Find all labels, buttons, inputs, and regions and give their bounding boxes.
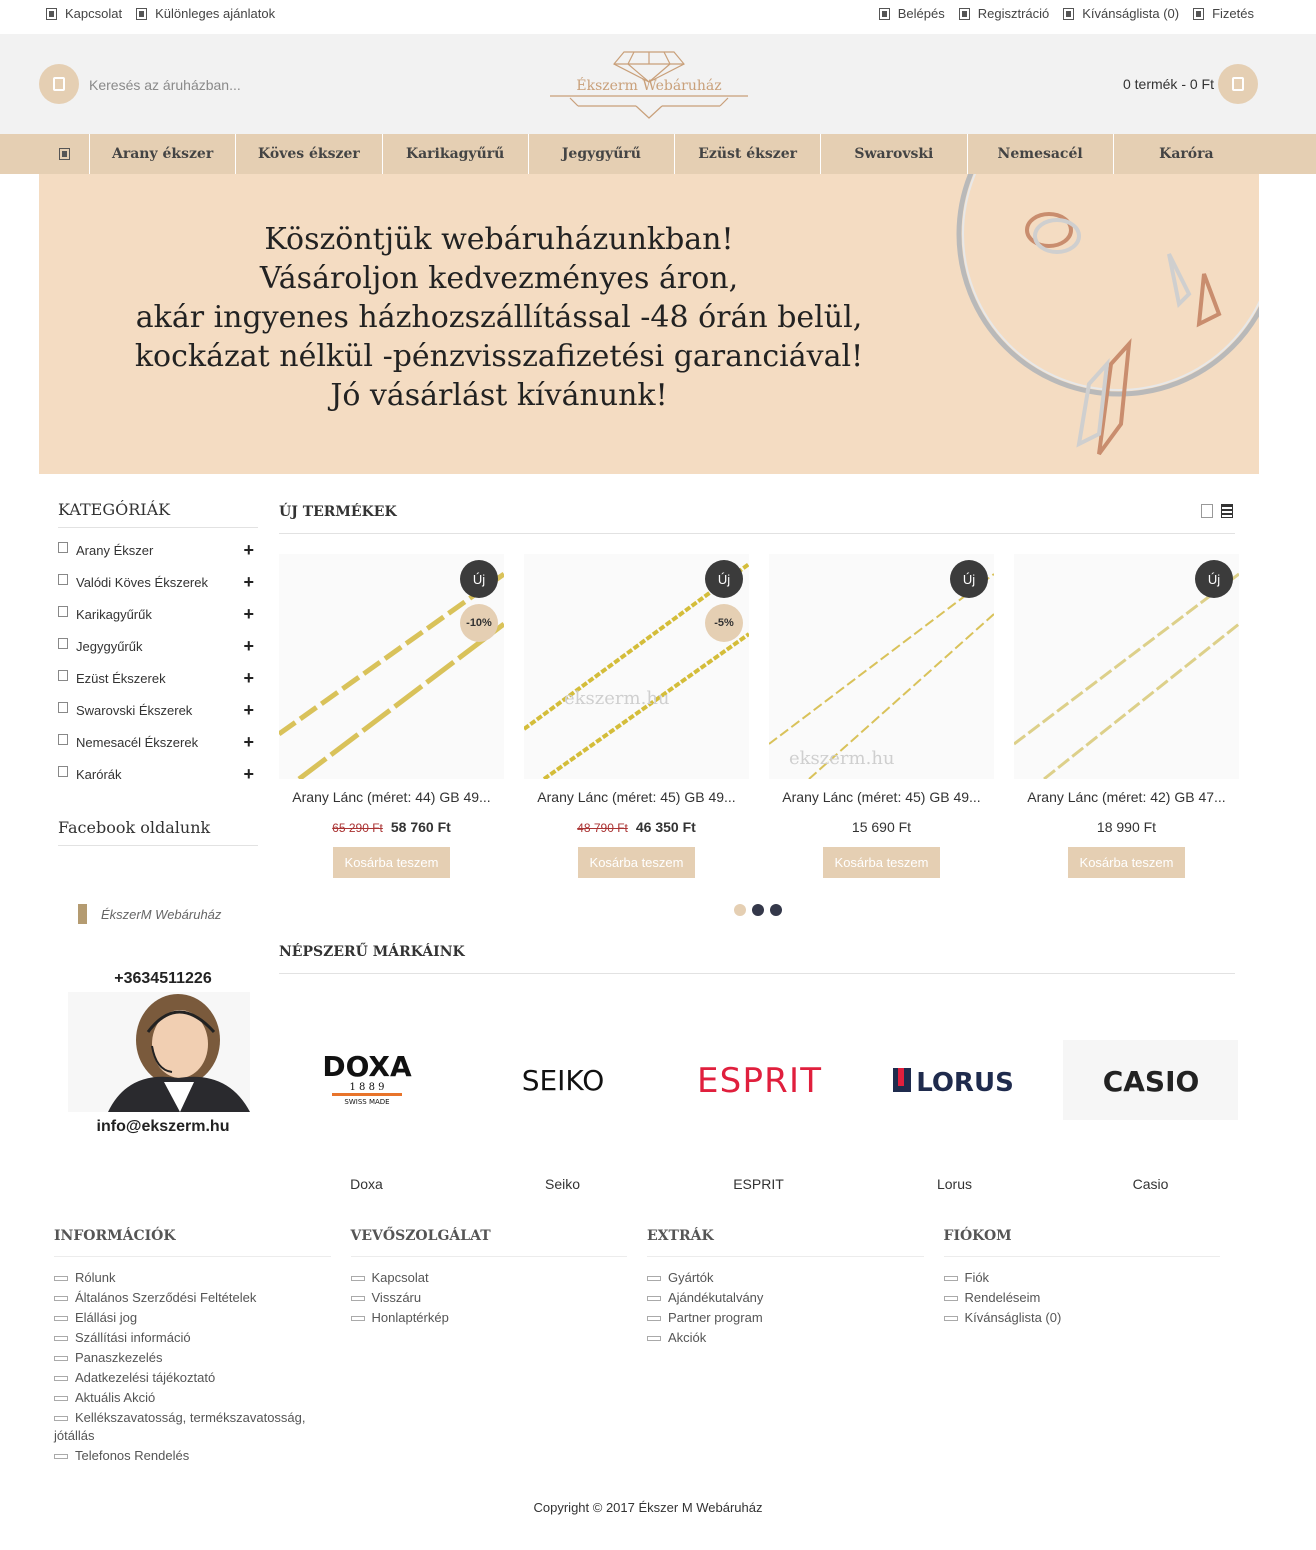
footer-link[interactable]: Ajándékutalvány: [647, 1289, 924, 1307]
brand-logo-seiko[interactable]: [475, 1040, 650, 1120]
footer-link[interactable]: Általános Szerződési Feltételek: [54, 1289, 331, 1307]
esprit-logo: [689, 1060, 829, 1100]
new-badge: Új: [705, 560, 743, 598]
sale-badge: -10%: [460, 604, 498, 642]
top-link-login[interactable]: Belépés: [879, 6, 945, 21]
footer-col-extras: [647, 1228, 944, 1467]
category-item[interactable]: Swarovski Ékszerek +: [58, 694, 258, 726]
product-name[interactable]: Arany Lánc (méret: 42) GB 47...: [1027, 789, 1226, 805]
nav-home[interactable]: [39, 134, 89, 174]
product-image[interactable]: [1014, 554, 1239, 779]
footer-link[interactable]: Partner program: [647, 1309, 924, 1327]
category-icon: [58, 606, 68, 617]
expand-plus-icon[interactable]: +: [243, 540, 254, 560]
product-card[interactable]: [769, 554, 994, 878]
svg-text:LORUS: LORUS: [915, 1068, 1014, 1098]
old-price: 65 290 Ft: [332, 821, 383, 835]
nav-item-swarovski[interactable]: Swarovski: [820, 134, 966, 174]
brand-logo-casio[interactable]: [1063, 1040, 1238, 1120]
carousel-pagination: [734, 904, 782, 916]
category-icon: [58, 542, 68, 553]
nav-item-jegygyuru[interactable]: Jegygyűrű: [528, 134, 674, 174]
new-badge: Új: [1195, 560, 1233, 598]
logo[interactable]: [548, 48, 750, 120]
footer: [54, 1228, 1240, 1467]
register-icon: [959, 8, 970, 20]
search-input[interactable]: [84, 72, 344, 98]
facebook-title: Facebook oldalunk: [58, 818, 258, 846]
product-price: [769, 819, 994, 835]
product-price: [279, 819, 504, 835]
brand-name[interactable]: Seiko: [544, 1176, 581, 1192]
category-item[interactable]: Jegygyűrűk +: [58, 630, 258, 662]
main-content: [279, 500, 1235, 1192]
nav-item-karikagyuru[interactable]: Karikagyűrű: [382, 134, 528, 174]
checkout-icon: [1193, 8, 1204, 20]
casio-logo: [1081, 1060, 1221, 1100]
expand-plus-icon[interactable]: +: [243, 636, 254, 656]
hero-banner[interactable]: [39, 174, 1259, 474]
support-agent-icon: [68, 992, 250, 1112]
logo-text: Ékszerm Webáruház: [576, 78, 722, 94]
facebook-link[interactable]: ÉkszerM Webáruház: [78, 904, 221, 924]
footer-link[interactable]: Kapcsolat: [351, 1269, 628, 1287]
sale-badge: -5%: [705, 604, 743, 642]
expand-plus-icon[interactable]: +: [243, 572, 254, 592]
brands-title: NÉPSZERŰ MÁRKÁINK: [279, 944, 465, 960]
product-card[interactable]: [1014, 554, 1239, 878]
new-products-header: [279, 500, 1235, 534]
product-card[interactable]: [279, 554, 504, 878]
footer-link[interactable]: Fiók: [944, 1269, 1221, 1287]
footer-link[interactable]: Szállítási információ: [54, 1329, 331, 1347]
cart-summary[interactable]: 0 termék - 0 Ft: [1122, 76, 1214, 92]
brand-names: [279, 1176, 1238, 1192]
new-price: 46 350 Ft: [635, 819, 696, 835]
view-toggle: [1201, 504, 1233, 518]
watermark-text: ekszerm.hu: [789, 748, 895, 769]
top-bar: [0, 0, 1316, 34]
jewelry-image: [939, 174, 1259, 474]
category-item[interactable]: Valódi Köves Ékszerek +: [58, 566, 258, 598]
product-image[interactable]: [279, 554, 504, 779]
brand-name[interactable]: Casio: [1132, 1176, 1169, 1192]
svg-text:SEIKO: SEIKO: [521, 1064, 604, 1097]
customer-service-image: [68, 992, 250, 1112]
category-icon: [58, 766, 68, 777]
sidebar: [58, 500, 258, 1135]
product-name[interactable]: Arany Lánc (méret: 45) GB 49...: [537, 789, 736, 805]
new-products-title: ÚJ TERMÉKEK: [279, 504, 397, 520]
list-view-icon[interactable]: [1201, 504, 1213, 518]
footer-link[interactable]: Kellékszavatosság, termékszavatosság, jótállás: [54, 1409, 331, 1445]
product-image[interactable]: [769, 554, 994, 779]
cart-icon: [1232, 77, 1244, 91]
add-to-cart-button[interactable]: Kosárba teszem: [1068, 847, 1186, 878]
categories-title: KATEGÓRIÁK: [58, 500, 258, 528]
contact-email: info@ekszerm.hu: [96, 1118, 230, 1135]
banner-text: Köszöntjük webáruházunkban! Vásároljon kedvezményes áron, akár ingyenes házhozszállítással -48 órán belül, kockázat nélkül -pénzvisszafizetési garanciával! Jó vásárlást kívánunk!: [134, 222, 864, 413]
cart-button[interactable]: [1218, 64, 1258, 104]
category-item[interactable]: Karórák +: [58, 758, 258, 790]
search-icon: [53, 77, 65, 91]
copyright: Copyright © 2017 Ékszer M Webáruház: [533, 1500, 763, 1515]
product-card[interactable]: [524, 554, 749, 878]
product-name[interactable]: Arany Lánc (méret: 44) GB 49...: [292, 789, 491, 805]
product-price: [1014, 819, 1239, 835]
category-icon: [58, 670, 68, 681]
nav-item-nemesacel[interactable]: Nemesacél: [967, 134, 1113, 174]
nav-item-koves[interactable]: Köves ékszer: [235, 134, 381, 174]
carousel-dot[interactable]: [752, 904, 764, 916]
carousel-dot[interactable]: [770, 904, 782, 916]
expand-plus-icon[interactable]: +: [243, 604, 254, 624]
top-link-specials[interactable]: Különleges ajánlatok: [136, 6, 275, 21]
brand-name[interactable]: ESPRIT: [733, 1176, 784, 1192]
svg-text:ESPRIT: ESPRIT: [696, 1061, 821, 1100]
footer-link[interactable]: Gyártók: [647, 1269, 924, 1287]
main-nav: [0, 134, 1316, 174]
search-button[interactable]: [39, 64, 79, 104]
expand-plus-icon[interactable]: +: [243, 764, 254, 784]
footer-col-account: [944, 1228, 1241, 1467]
footer-link[interactable]: Akciók: [647, 1329, 924, 1347]
footer-link[interactable]: Telefonos Rendelés: [54, 1447, 331, 1465]
nav-item-karora[interactable]: Karóra: [1113, 134, 1259, 174]
product-price: [524, 819, 749, 835]
category-list: [58, 534, 258, 790]
footer-link[interactable]: Adatkezelési tájékoztató: [54, 1369, 331, 1387]
product-image[interactable]: [524, 554, 749, 779]
footer-link[interactable]: Panaszkezelés: [54, 1349, 331, 1367]
footer-link[interactable]: Visszáru: [351, 1289, 628, 1307]
svg-text:1 8 8 9: 1 8 8 9: [349, 1082, 384, 1093]
brand-logo-lorus[interactable]: [867, 1040, 1042, 1120]
brand-logos: [279, 1040, 1238, 1120]
expand-plus-icon[interactable]: +: [243, 732, 254, 752]
grid-view-icon[interactable]: [1221, 504, 1233, 518]
watermark-text: ekszerm.hu: [564, 688, 670, 709]
category-icon: [58, 734, 68, 745]
expand-plus-icon[interactable]: +: [243, 700, 254, 720]
category-icon: [58, 638, 68, 649]
category-item[interactable]: Karikagyűrűk +: [58, 598, 258, 630]
header: [0, 34, 1316, 134]
footer-col-title: FIÓKOM: [944, 1228, 1221, 1257]
svg-text:DOXA: DOXA: [321, 1050, 412, 1083]
brand-logo-doxa[interactable]: [279, 1040, 454, 1120]
top-link-register[interactable]: Regisztráció: [959, 6, 1050, 21]
footer-link[interactable]: Aktuális Akció: [54, 1389, 331, 1407]
brands-header: [279, 940, 1235, 974]
doxa-logo: [307, 1050, 427, 1110]
phone-number: +3634511226: [114, 970, 212, 987]
specials-icon: [136, 8, 147, 20]
category-item[interactable]: Arany Ékszer +: [58, 534, 258, 566]
footer-link[interactable]: Honlaptérkép: [351, 1309, 628, 1327]
svg-text:CASIO: CASIO: [1102, 1065, 1199, 1098]
svg-text:SWISS MADE: SWISS MADE: [343, 1098, 390, 1106]
heart-icon: [1063, 8, 1074, 20]
product-carousel: [279, 554, 1239, 878]
old-price: 48 790 Ft: [577, 821, 628, 835]
category-icon: [58, 702, 68, 713]
add-to-cart-button[interactable]: Kosárba teszem: [333, 847, 451, 878]
lorus-logo: [885, 1060, 1025, 1100]
brand-name[interactable]: Doxa: [350, 1176, 383, 1192]
product-name[interactable]: Arany Lánc (méret: 45) GB 49...: [782, 789, 981, 805]
facebook-icon: [78, 904, 87, 924]
price: 15 690 Ft: [851, 819, 912, 835]
nav-item-arany[interactable]: Arany ékszer: [89, 134, 235, 174]
brand-name[interactable]: Lorus: [936, 1176, 973, 1192]
footer-col-title: VEVŐSZOLGÁLAT: [351, 1228, 628, 1257]
brand-logo-esprit[interactable]: [671, 1040, 846, 1120]
footer-link[interactable]: Rendeléseim: [944, 1289, 1221, 1307]
carousel-dot[interactable]: [734, 904, 746, 916]
contact-icon: [46, 8, 57, 20]
expand-plus-icon[interactable]: +: [243, 668, 254, 688]
category-icon: [58, 574, 68, 585]
category-item[interactable]: Nemesacél Ékszerek +: [58, 726, 258, 758]
seiko-logo: [493, 1060, 633, 1100]
top-link-wishlist[interactable]: Kívánságlista (0): [1063, 6, 1179, 21]
footer-col-service: [351, 1228, 648, 1467]
price: 18 990 Ft: [1096, 819, 1157, 835]
new-price: 58 760 Ft: [390, 819, 451, 835]
footer-link[interactable]: Kívánságlista (0): [944, 1309, 1221, 1327]
top-link-checkout[interactable]: Fizetés: [1193, 6, 1254, 21]
add-to-cart-button[interactable]: Kosárba teszem: [823, 847, 941, 878]
home-icon: [59, 148, 70, 160]
new-badge: Új: [950, 560, 988, 598]
footer-col-title: EXTRÁK: [647, 1228, 924, 1257]
new-badge: Új: [460, 560, 498, 598]
add-to-cart-button[interactable]: Kosárba teszem: [578, 847, 696, 878]
footer-link[interactable]: Rólunk: [54, 1269, 331, 1287]
top-link-contact[interactable]: Kapcsolat: [46, 6, 122, 21]
footer-col-title: INFORMÁCIÓK: [54, 1228, 331, 1257]
nav-item-ezust[interactable]: Ezüst ékszer: [674, 134, 820, 174]
category-item[interactable]: Ezüst Ékszerek +: [58, 662, 258, 694]
footer-link[interactable]: Elállási jog: [54, 1309, 331, 1327]
footer-col-info: [54, 1228, 351, 1467]
login-icon: [879, 8, 890, 20]
